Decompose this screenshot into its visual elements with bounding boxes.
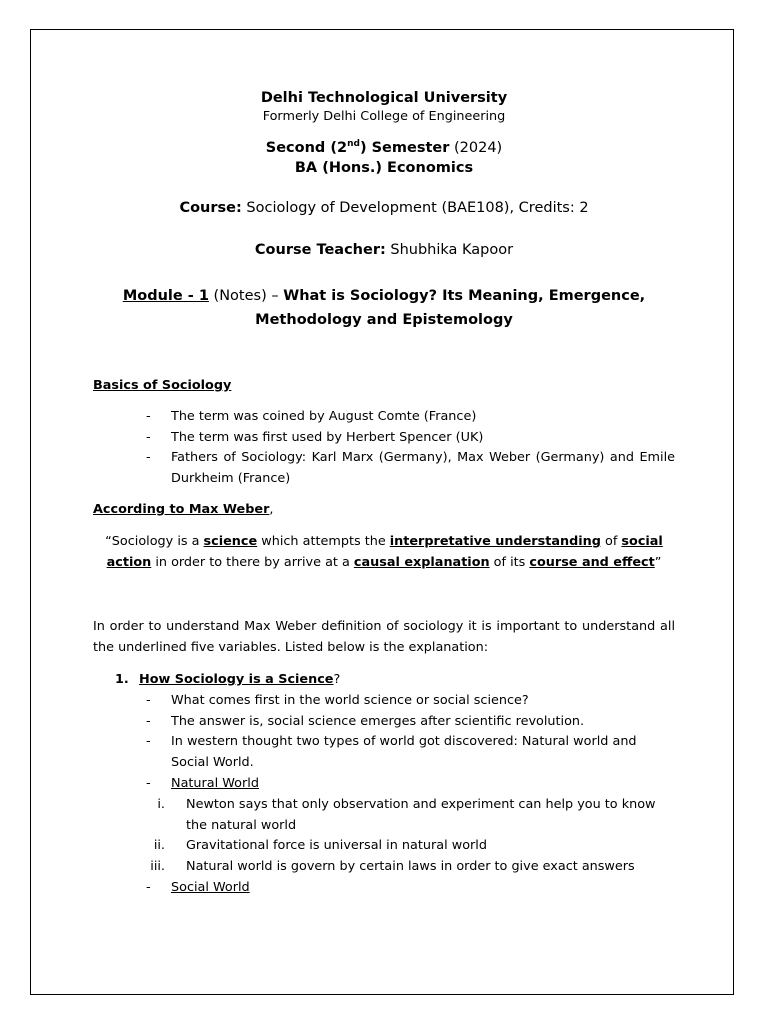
list-item: ii. Gravitational force is universal in natural world [93, 836, 675, 857]
list-item [93, 774, 675, 795]
natural-world-points [93, 795, 675, 878]
social-world-heading: Social World [171, 879, 250, 895]
dash-bullet: - [146, 734, 151, 750]
list-item: - The answer is, social science emerges after scientific revolution. [93, 712, 675, 733]
keyword-course-and-effect: course and effect [529, 554, 655, 570]
intro-paragraph: In order to understand Max Weber definition of sociology it is important to understand all the underlined five variables. Listed below is the explanation: [93, 619, 675, 656]
teacher-value: Shubhika Kapoor [385, 242, 514, 258]
list-item [93, 878, 675, 899]
basics-heading: Basics of Sociology [93, 378, 232, 393]
list-item: - The term was coined by August Comte (France) [93, 407, 675, 428]
list-item: - Fathers of Sociology: Karl Marx (Germany), Max Weber (Germany) and Emile Durkheim (France) [146, 450, 675, 487]
dash-bullet: - [146, 429, 151, 445]
weber-heading: According to Max Weber [93, 501, 270, 517]
teacher-label: Course Teacher: [254, 242, 386, 258]
module-title-1: What is Sociology? Its Meaning, Emergence, [283, 288, 646, 304]
dash-bullet: - [146, 408, 151, 424]
keyword-social-action: social action [106, 533, 663, 570]
university-name: Delhi Technological University [260, 90, 508, 106]
list-item: i. Newton says that only observation and experiment can help you to know the natural world [157, 796, 656, 833]
social-world-list [93, 878, 675, 899]
module-notes: (Notes) – [208, 288, 284, 304]
weber-quote: “Sociology is a science which attempts the interpretative understanding of social action in order to there by arrive at a causal explanation of its course and effect” [105, 533, 663, 570]
weber-heading-line: According to Max Weber, [93, 501, 274, 517]
keyword-interpretative-understanding: interpretative understanding [389, 533, 601, 549]
roman-number: i. [157, 796, 165, 812]
roman-number: iii. [150, 859, 165, 875]
roman-number: ii. [153, 838, 165, 854]
section-1-list [93, 691, 675, 795]
section-number: 1. [115, 671, 129, 687]
list-item: - In western thought two types of world got discovered: Natural world and Social World. [146, 734, 637, 771]
section-title: How Sociology is a Science [139, 671, 334, 687]
module-title-2: Methodology and Epistemology [255, 312, 513, 328]
course-value: Sociology of Development (BAE108), Credits: 2 [241, 200, 589, 216]
natural-world-heading: Natural World [171, 775, 259, 791]
section-1-heading: 1. How Sociology is a Science? [93, 670, 675, 691]
semester-pre: Second (2 [265, 140, 348, 156]
program-name: BA (Hons.) Economics [294, 160, 474, 176]
dash-bullet: - [146, 713, 151, 729]
document-content [93, 88, 675, 899]
course-label: Course: [179, 200, 242, 216]
list-item: iii. Natural world is govern by certain laws in order to give exact answers [93, 857, 675, 878]
semester-year: (2024) [449, 140, 503, 156]
course-line [93, 198, 675, 218]
keyword-science: science [203, 533, 258, 549]
teacher-line [93, 240, 675, 260]
dash-bullet: - [146, 879, 151, 895]
semester-line [93, 138, 675, 158]
module-heading [93, 284, 675, 332]
basics-list [93, 407, 675, 490]
dash-bullet: - [146, 775, 151, 791]
list-item: - The term was first used by Herbert Spencer (UK) [93, 428, 675, 449]
semester-post: ) Semester [359, 140, 450, 156]
keyword-causal-explanation: causal explanation [353, 554, 490, 570]
former-name: Formerly Delhi College of Engineering [262, 109, 506, 124]
list-item: - What comes first in the world science or social science? [93, 691, 675, 712]
dash-bullet: - [146, 692, 151, 708]
module-label: Module - 1 [122, 288, 209, 304]
semester-sup: nd [347, 139, 360, 150]
dash-bullet: - [146, 450, 151, 466]
